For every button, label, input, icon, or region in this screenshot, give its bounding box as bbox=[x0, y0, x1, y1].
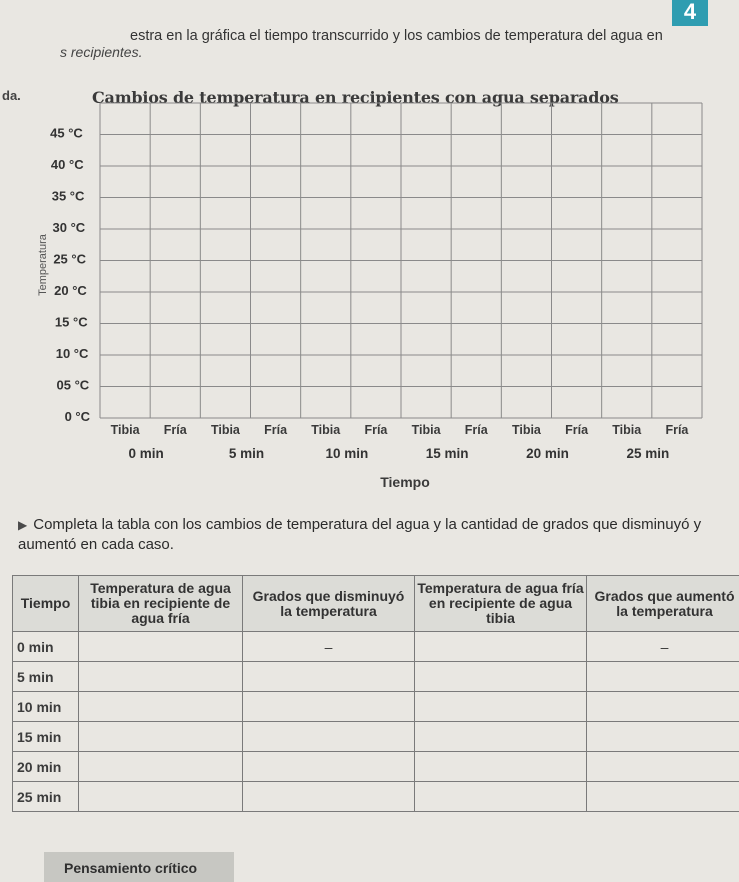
page-number: 4 bbox=[672, 0, 708, 26]
x-sub-label: Tibia bbox=[511, 423, 541, 437]
chart-title: Cambios de temperatura en recipientes con agua separados bbox=[92, 88, 619, 107]
header-grados-disminuyo: Grados que disminuyó la temperatura bbox=[243, 576, 415, 632]
cell-grados-aumento[interactable] bbox=[587, 692, 739, 722]
x-sub-label: Fría bbox=[665, 423, 689, 437]
y-tick-label: 20 °C bbox=[54, 283, 87, 298]
y-tick-label: 10 °C bbox=[55, 346, 89, 361]
cell-tibia-temp[interactable] bbox=[79, 662, 243, 692]
x-axis-sub-labels bbox=[111, 423, 690, 437]
cell-grados-disminuyo[interactable] bbox=[243, 752, 415, 782]
cell-grados-aumento[interactable] bbox=[587, 782, 739, 812]
section-footer-label: Pensamiento crítico bbox=[44, 852, 234, 882]
cell-grados-disminuyo[interactable] bbox=[243, 692, 415, 722]
x-axis-time-labels bbox=[129, 446, 670, 461]
table-row bbox=[13, 662, 739, 692]
y-tick-label: 25 °C bbox=[53, 251, 86, 267]
cell-grados-disminuyo[interactable] bbox=[243, 782, 415, 812]
cell-grados-aumento[interactable] bbox=[587, 722, 739, 752]
x-sub-label: Tibia bbox=[311, 423, 341, 437]
row-time: 0 min bbox=[13, 632, 79, 662]
y-axis-ticks bbox=[50, 126, 90, 425]
y-tick-label: 15 °C bbox=[54, 314, 88, 330]
cell-tibia-temp[interactable] bbox=[79, 692, 243, 722]
x-sub-label: Fría bbox=[264, 423, 288, 437]
x-sub-label: Tibia bbox=[210, 423, 240, 437]
x-time-label: 5 min bbox=[228, 446, 265, 461]
row-time: 25 min bbox=[13, 782, 79, 812]
cell-tibia-temp[interactable] bbox=[79, 752, 243, 782]
chart-grid bbox=[100, 103, 702, 418]
x-sub-label: Fría bbox=[364, 423, 388, 437]
instruction bbox=[18, 515, 728, 554]
header-grados-aumento: Grados que aumentó la temperatura bbox=[587, 576, 739, 632]
header-tibia-en-fria: Temperatura de agua tibia en recipiente de agua fría bbox=[79, 576, 243, 632]
cell-fria-temp[interactable] bbox=[415, 782, 587, 812]
cell-fria-temp[interactable] bbox=[415, 662, 587, 692]
row-time: 10 min bbox=[13, 692, 79, 722]
row-time: 5 min bbox=[13, 662, 79, 692]
cell-grados-aumento[interactable] bbox=[587, 662, 739, 692]
cell-grados-disminuyo[interactable] bbox=[243, 662, 415, 692]
x-time-label: 15 min bbox=[425, 446, 469, 461]
cell-grados-disminuyo[interactable] bbox=[243, 722, 415, 752]
cell-grados-aumento[interactable]: – bbox=[587, 632, 739, 662]
x-sub-label: Fría bbox=[565, 423, 589, 437]
x-time-label: 20 min bbox=[526, 446, 569, 461]
cell-fria-temp[interactable] bbox=[415, 692, 587, 722]
row-time: 15 min bbox=[13, 722, 79, 752]
cell-fria-temp[interactable] bbox=[415, 722, 587, 752]
y-tick-label: 40 °C bbox=[50, 157, 84, 172]
table-row bbox=[13, 722, 739, 752]
temperature-table bbox=[12, 575, 739, 812]
header-fria-en-tibia: Temperatura de agua fría en recipiente de agua tibia bbox=[415, 576, 587, 632]
cell-grados-aumento[interactable] bbox=[587, 752, 739, 782]
x-axis-label: Tiempo bbox=[380, 474, 430, 490]
x-time-label: 0 min bbox=[128, 446, 164, 461]
x-sub-label: Tibia bbox=[612, 423, 642, 437]
cell-fria-temp[interactable] bbox=[415, 752, 587, 782]
x-sub-label: Tibia bbox=[110, 423, 140, 437]
cell-tibia-temp[interactable] bbox=[79, 782, 243, 812]
intro-text-continued: s recipientes. bbox=[60, 44, 143, 60]
table-header-row bbox=[13, 576, 739, 632]
bullet-arrow-icon: ▶ bbox=[18, 518, 28, 532]
y-tick-label: 0 °C bbox=[64, 409, 90, 424]
table-row bbox=[13, 752, 739, 782]
left-edge-fragment: da. bbox=[2, 88, 21, 103]
table-row bbox=[13, 782, 739, 812]
x-sub-label: Fría bbox=[163, 423, 187, 437]
cell-fria-temp[interactable] bbox=[415, 632, 587, 662]
instruction-text: Completa la tabla con los cambios de temperatura del agua y la cantidad de grados que disminuyó y aumentó en cada caso. bbox=[18, 516, 702, 553]
y-tick-label: 45 °C bbox=[50, 125, 83, 141]
y-axis-label: Temperatura bbox=[37, 234, 49, 296]
x-sub-label: Fría bbox=[464, 423, 488, 437]
cell-tibia-temp[interactable] bbox=[79, 632, 243, 662]
table-row bbox=[13, 692, 739, 722]
intro-text: estra en la gráfica el tiempo transcurrido y los cambios de temperatura del agua en bbox=[130, 28, 663, 44]
x-time-label: 10 min bbox=[325, 446, 369, 461]
y-tick-label: 35 °C bbox=[51, 188, 85, 204]
row-time: 20 min bbox=[13, 752, 79, 782]
cell-grados-disminuyo[interactable]: – bbox=[243, 632, 415, 662]
cell-tibia-temp[interactable] bbox=[79, 722, 243, 752]
header-tiempo: Tiempo bbox=[13, 576, 79, 632]
table-row bbox=[13, 632, 739, 662]
y-tick-label: 05 °C bbox=[56, 377, 90, 393]
y-tick-label: 30 °C bbox=[52, 220, 86, 235]
x-sub-label: Tibia bbox=[411, 423, 441, 437]
x-time-label: 25 min bbox=[626, 446, 670, 461]
